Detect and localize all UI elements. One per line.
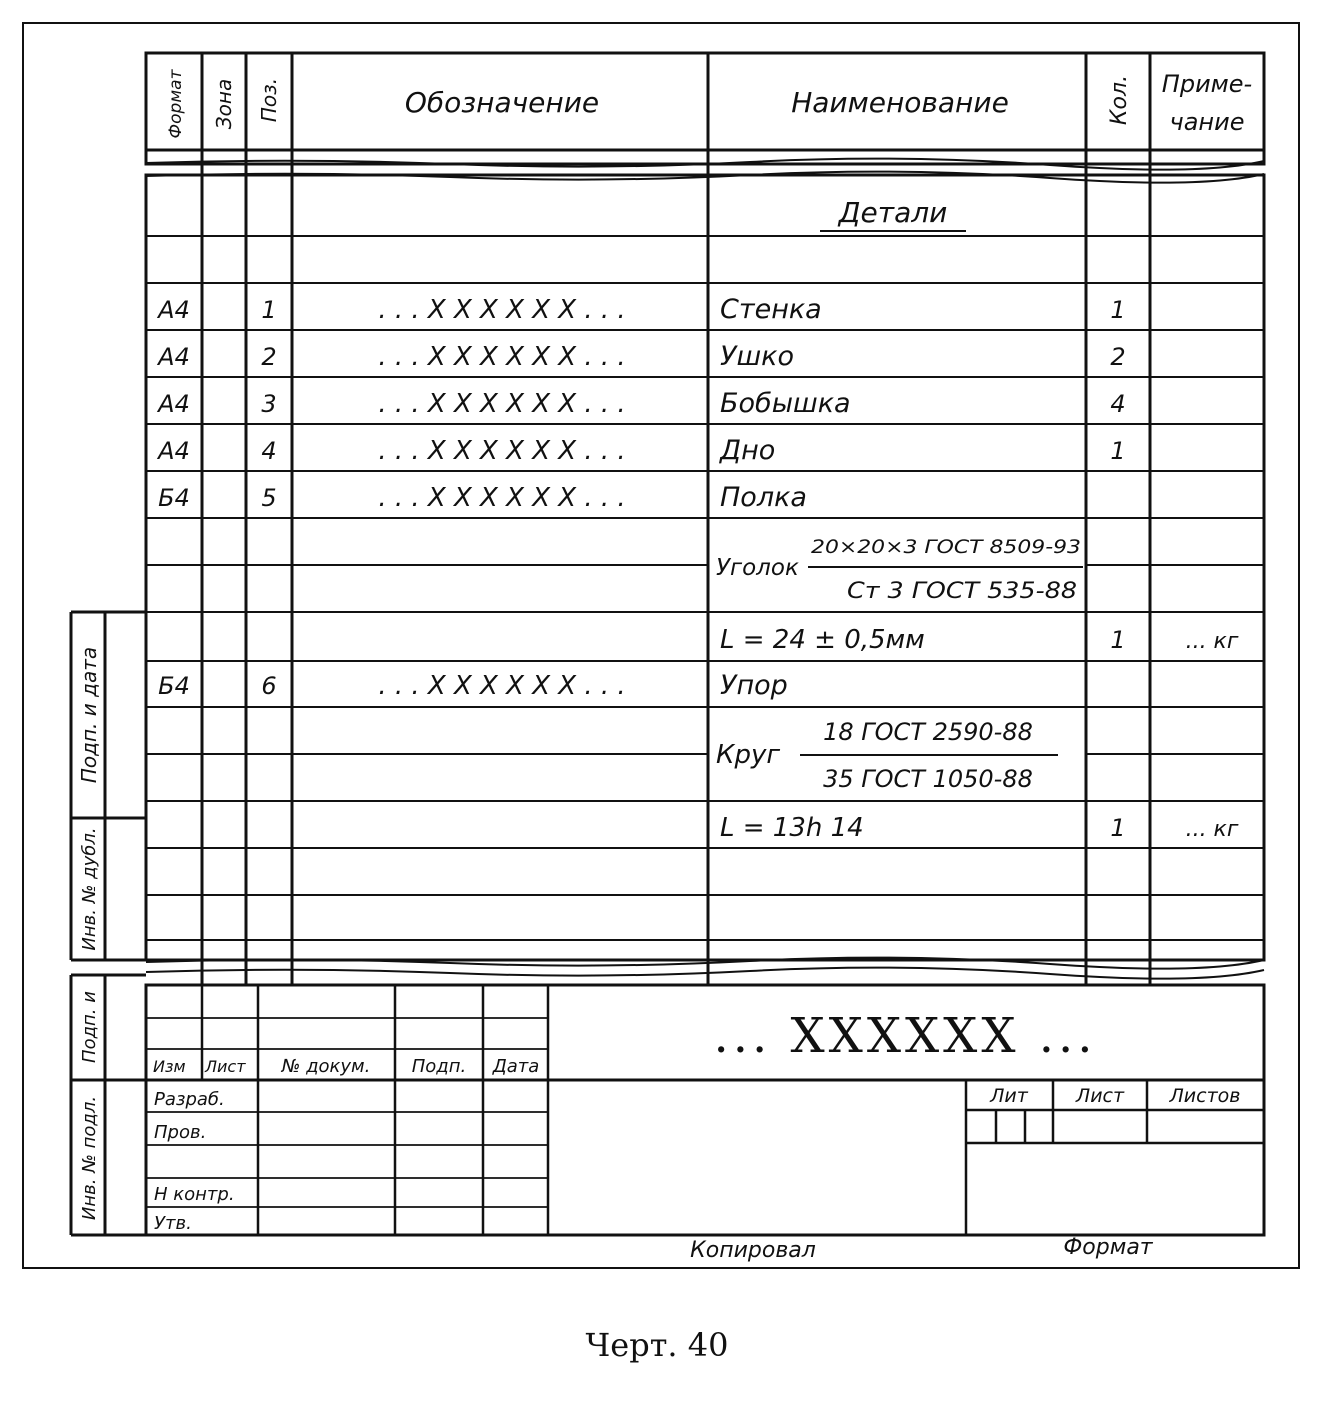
row-name: Полка	[720, 482, 807, 513]
circle-denominator: 35 ГОСТ 1050-88	[823, 765, 1033, 793]
row-name: Бобышка	[720, 388, 851, 419]
row-format: А4	[158, 390, 190, 418]
row-pos: 2	[261, 343, 277, 371]
col-sign: Подп.	[411, 1056, 467, 1077]
side-label-inv-dup: Инв. № дубл.	[79, 827, 100, 951]
angle-label: Уголок	[716, 555, 799, 581]
row-name: Стенка	[720, 294, 822, 325]
col-list: Лист	[205, 1057, 246, 1076]
role-check: Пров.	[154, 1122, 207, 1143]
row-designation: . . . X X X X X X . . .	[378, 436, 626, 466]
row-format: А4	[158, 343, 190, 371]
row-format: Б4	[158, 672, 190, 700]
row-name: Дно	[720, 435, 776, 466]
row-designation: . . . X X X X X X . . .	[378, 483, 626, 513]
table-row	[158, 482, 807, 513]
header-note-2: чание	[1169, 108, 1245, 136]
section-title: Детали	[838, 196, 948, 229]
title-block	[146, 985, 1264, 1235]
role-appr: Утв.	[154, 1213, 192, 1234]
row-pos: 1	[261, 296, 277, 324]
spec-table	[146, 53, 1264, 985]
row-pos: 5	[261, 484, 277, 512]
angle-note: ... кг	[1185, 629, 1239, 654]
row-name: Ушко	[720, 341, 794, 372]
row-format: А4	[158, 437, 190, 465]
header-qty: Кол.	[1107, 74, 1132, 126]
body-border	[146, 175, 1264, 960]
lit-label: Лит	[990, 1085, 1028, 1107]
footer-format: Формат	[1063, 1235, 1153, 1260]
row-qty: 2	[1110, 343, 1126, 371]
row-format: А4	[158, 296, 190, 324]
angle-denominator: Ст 3 ГОСТ 535-88	[847, 579, 1077, 604]
circle-length: L = 13h 14	[720, 813, 864, 843]
circle-note: ... кг	[1185, 817, 1239, 842]
col-doc: № докум.	[281, 1056, 371, 1077]
circle-qty: 1	[1110, 814, 1126, 842]
row-qty: 4	[1110, 390, 1126, 418]
angle-numerator: 20×20×3 ГОСТ 8509-93	[811, 536, 1081, 558]
figure-caption: Черт. 40	[585, 1326, 729, 1364]
table-row	[156, 435, 1125, 466]
table-row	[156, 294, 1125, 325]
row-designation: . . . X X X X X X . . .	[378, 389, 626, 419]
header-format: Формат	[166, 69, 186, 139]
row-name: Упор	[720, 670, 788, 701]
row-pos: 4	[261, 437, 277, 465]
header-designation: Обозначение	[404, 86, 600, 119]
table-row	[156, 388, 1125, 419]
title-designation: ... XXXXXX ...	[713, 1008, 1097, 1064]
row-designation: . . . X X X X X X . . .	[378, 342, 626, 372]
row-pos: 6	[261, 672, 277, 700]
circle-material	[716, 718, 1239, 843]
sheet-label: Лист	[1075, 1085, 1125, 1107]
header-pos: Поз.	[257, 77, 281, 123]
row-designation: . . . X X X X X X . . .	[378, 295, 626, 325]
role-dev: Разраб.	[154, 1089, 225, 1110]
row-qty: 1	[1110, 437, 1126, 465]
header-name: Наименование	[791, 86, 1009, 119]
col-izm: Изм	[153, 1057, 186, 1076]
col-date: Дата	[492, 1056, 540, 1077]
side-label-sign-short: Подп. и	[79, 991, 100, 1063]
circle-label: Круг	[716, 740, 781, 770]
sheets-label: Листов	[1169, 1085, 1241, 1107]
header-note-1: Приме-	[1161, 70, 1253, 98]
row-designation: . . . X X X X X X . . .	[378, 671, 626, 701]
side-label-inv-orig: Инв. № подл.	[79, 1095, 100, 1221]
angle-qty: 1	[1110, 626, 1126, 654]
row-pos: 3	[261, 390, 277, 418]
table-row	[156, 341, 1125, 372]
side-strip	[71, 612, 146, 1235]
row-qty: 1	[1110, 296, 1126, 324]
footer-copied: Копировал	[690, 1238, 816, 1263]
circle-numerator: 18 ГОСТ 2590-88	[823, 718, 1033, 746]
break-line-bottom2	[146, 968, 1264, 979]
row-format: Б4	[158, 484, 190, 512]
header-border	[146, 53, 1264, 164]
table-row	[158, 670, 788, 701]
angle-material	[716, 536, 1239, 655]
angle-length: L = 24 ± 0,5мм	[720, 625, 925, 655]
role-ncontr: Н контр.	[154, 1184, 235, 1205]
side-label-sign-date: Подп. и дата	[77, 646, 101, 784]
break-line-top2	[146, 172, 1264, 183]
header-zone: Зона	[212, 78, 236, 130]
